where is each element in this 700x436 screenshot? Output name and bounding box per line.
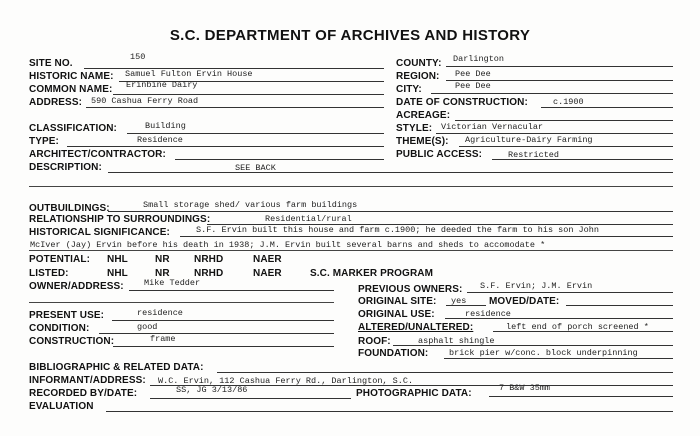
present-use-value: residence — [137, 308, 183, 318]
recorded-by-value: SS, JG 3/13/86 — [176, 385, 248, 395]
historical-significance-line-2: McIver (Jay) Ervin before his death in 1938; J.M. Ervin built several barns and sheds to accomodate * — [30, 240, 546, 250]
classification-line — [127, 133, 384, 134]
description-value: SEE BACK — [235, 163, 276, 173]
photographic-data-line — [489, 396, 673, 397]
city-line — [431, 93, 673, 94]
date-of-construction-label: DATE OF CONSTRUCTION: — [396, 97, 528, 108]
roof-value: asphalt shingle — [418, 336, 495, 346]
photographic-data-label: PHOTOGRAPHIC DATA: — [356, 388, 472, 399]
potential-naer: NAER — [253, 254, 282, 265]
owner-address-line-2 — [29, 302, 334, 303]
evaluation-label: EVALUATION — [29, 401, 94, 412]
type-label: TYPE: — [29, 136, 59, 147]
date-of-construction-value: c.1900 — [553, 97, 584, 107]
original-use-label: ORIGINAL USE: — [358, 309, 435, 320]
potential-nr: NR — [155, 254, 170, 265]
altered-unaltered-value: left end of porch screened * — [506, 322, 649, 332]
historic-name-label: HISTORIC NAME: — [29, 71, 114, 82]
informant-value: W.C. Ervin, 112 Cashua Ferry Rd., Darlington, S.C. — [158, 376, 414, 386]
present-use-line — [112, 320, 334, 321]
county-label: COUNTY: — [396, 58, 442, 69]
marker-program-label: S.C. MARKER PROGRAM — [310, 268, 434, 279]
themes-line — [459, 146, 673, 147]
roof-line — [393, 345, 673, 346]
owner-address-value: Mike Tedder — [144, 278, 201, 288]
present-use-label: PRESENT USE: — [29, 310, 105, 321]
listed-label: LISTED: — [29, 268, 69, 279]
moved-date-line — [566, 305, 673, 306]
original-site-value: yes — [451, 296, 467, 306]
photographic-data-value: 7 B&W 35mm — [499, 383, 551, 393]
date-of-construction-line — [541, 107, 673, 108]
county-line — [446, 66, 673, 67]
bibliographic-label: BIBLIOGRAPHIC & RELATED DATA: — [29, 362, 204, 373]
public-access-value: Restricted — [508, 150, 560, 160]
address-line — [86, 107, 384, 108]
site-no-label: SITE NO. — [29, 58, 73, 69]
altered-unaltered-line — [493, 331, 673, 332]
historical-significance-rule-1 — [180, 236, 673, 237]
recorded-by-line — [150, 398, 351, 399]
form-title: S.C. DEPARTMENT OF ARCHIVES AND HISTORY — [169, 27, 531, 44]
relationship-label: RELATIONSHIP TO SURROUNDINGS: — [29, 214, 211, 225]
previous-owners-value: S.F. Ervin; J.M. Ervin — [480, 281, 593, 291]
previous-owners-line — [467, 292, 673, 293]
outbuildings-value: Small storage shed/ various farm buildings — [143, 200, 358, 210]
bibliographic-line — [217, 372, 673, 373]
original-use-value: residence — [465, 309, 511, 319]
historical-significance-rule-2 — [29, 250, 673, 251]
foundation-value: brick pier w/conc. block underpinning — [449, 348, 638, 358]
site-no-value: 150 — [130, 52, 146, 62]
outbuildings-label: OUTBUILDINGS: — [29, 203, 110, 214]
potential-nrhd: NRHD — [194, 254, 224, 265]
listed-nrhd: NRHD — [194, 268, 224, 279]
common-name-value: Erinbine Dairy — [126, 80, 198, 90]
listed-nr: NR — [155, 268, 170, 279]
potential-nhl: NHL — [107, 254, 128, 265]
outbuildings-line — [108, 211, 673, 212]
classification-label: CLASSIFICATION: — [29, 123, 117, 134]
common-name-line — [113, 94, 384, 95]
acreage-line — [455, 120, 673, 121]
construction-line — [113, 346, 334, 347]
style-label: STYLE: — [396, 123, 433, 134]
historical-significance-line-1: S.F. Ervin built this house and farm c.1900; he deeded the farm to his son John — [196, 225, 599, 235]
county-value: Darlington — [453, 54, 505, 64]
listed-naer: NAER — [253, 268, 282, 279]
architect-line — [175, 159, 384, 160]
construction-value: frame — [150, 334, 176, 344]
construction-label: CONSTRUCTION: — [29, 336, 115, 347]
city-label: CITY: — [396, 84, 422, 95]
historic-name-value: Samuel Fulton Ervin House — [125, 69, 253, 79]
classification-value: Building — [145, 121, 186, 131]
original-site-line — [446, 305, 486, 306]
recorded-by-label: RECORDED BY/DATE: — [29, 388, 138, 399]
description-line — [108, 172, 673, 173]
moved-date-label: MOVED/DATE: — [489, 296, 560, 307]
architect-label: ARCHITECT/CONTRACTOR: — [29, 149, 166, 160]
informant-label: INFORMANT/ADDRESS: — [29, 375, 146, 386]
potential-label: POTENTIAL: — [29, 254, 90, 265]
owner-address-label: OWNER/ADDRESS: — [29, 281, 124, 292]
region-value: Pee Dee — [455, 69, 491, 79]
common-name-label: COMMON NAME: — [29, 84, 113, 95]
region-label: REGION: — [396, 71, 440, 82]
type-line — [67, 146, 384, 147]
original-site-label: ORIGINAL SITE: — [358, 296, 437, 307]
historical-significance-label: HISTORICAL SIGNIFICANCE: — [29, 227, 170, 238]
themes-value: Agriculture-Dairy Farming — [465, 135, 593, 145]
themes-label: THEME(S): — [396, 136, 449, 147]
type-value: Residence — [137, 135, 183, 145]
condition-label: CONDITION: — [29, 323, 90, 334]
acreage-label: ACREAGE: — [396, 110, 451, 121]
description-line-2 — [29, 186, 673, 187]
foundation-line — [444, 358, 673, 359]
address-value: 590 Cashua Ferry Road — [91, 96, 199, 106]
evaluation-line — [106, 411, 673, 412]
original-use-line — [445, 318, 673, 319]
foundation-label: FOUNDATION: — [358, 348, 429, 359]
listed-nhl: NHL — [107, 268, 128, 279]
relationship-value: Residential/rural — [265, 214, 352, 224]
owner-address-line — [129, 290, 334, 291]
style-value: Victorian Vernacular — [441, 122, 544, 132]
city-value: Pee Dee — [455, 81, 491, 91]
public-access-line — [492, 159, 673, 160]
condition-line — [99, 333, 334, 334]
condition-value: good — [137, 322, 158, 332]
public-access-label: PUBLIC ACCESS: — [396, 149, 483, 160]
address-label: ADDRESS: — [29, 97, 83, 108]
style-line — [436, 133, 673, 134]
altered-unaltered-label: ALTERED/UNALTERED: — [358, 322, 474, 333]
description-label: DESCRIPTION: — [29, 162, 102, 173]
roof-label: ROOF: — [358, 336, 391, 347]
previous-owners-label: PREVIOUS OWNERS: — [358, 284, 463, 295]
